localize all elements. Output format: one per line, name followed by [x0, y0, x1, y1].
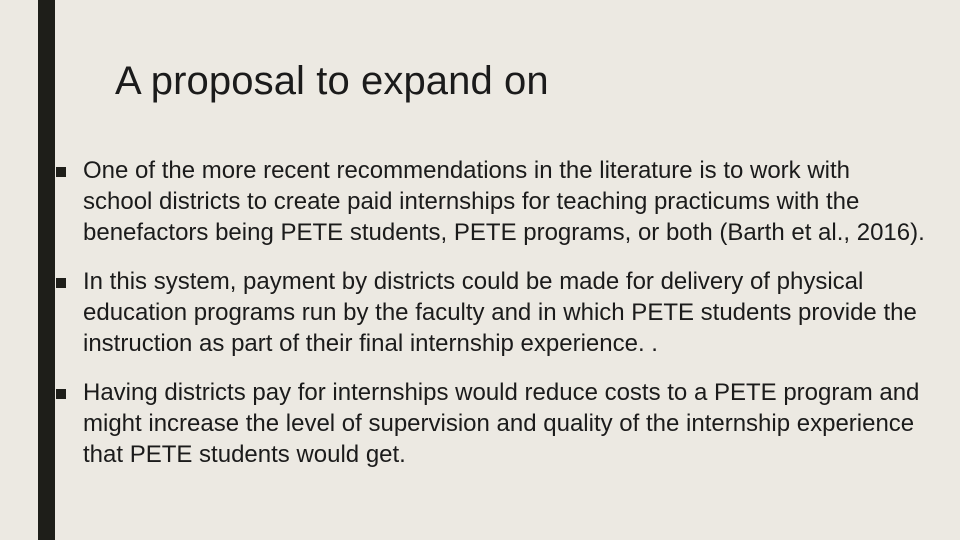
square-bullet-icon [56, 167, 66, 177]
bullet-item [56, 155, 926, 248]
bullet-text: Having districts pay for internships would reduce costs to a PETE program and might increase the level of supervision and quality of the internship experience that PETE students would get. [83, 379, 920, 468]
bullet-list [56, 155, 926, 488]
bullet-item [56, 377, 926, 470]
square-bullet-icon [56, 278, 66, 288]
bullet-item [56, 266, 926, 359]
bullet-text: One of the more recent recommendations in the literature is to work with school districts to create paid internships for teaching practicums with the benefactors being PETE students, PETE programs, or both (Barth et al., 2016). [83, 157, 925, 246]
left-accent-bar [38, 0, 55, 540]
slide-title: A proposal to expand on [115, 59, 549, 103]
bullet-text: In this system, payment by districts could be made for delivery of physical education programs run by the faculty and in which PETE students provide the instruction as part of their final internship experience. . [83, 268, 917, 357]
square-bullet-icon [56, 389, 66, 399]
